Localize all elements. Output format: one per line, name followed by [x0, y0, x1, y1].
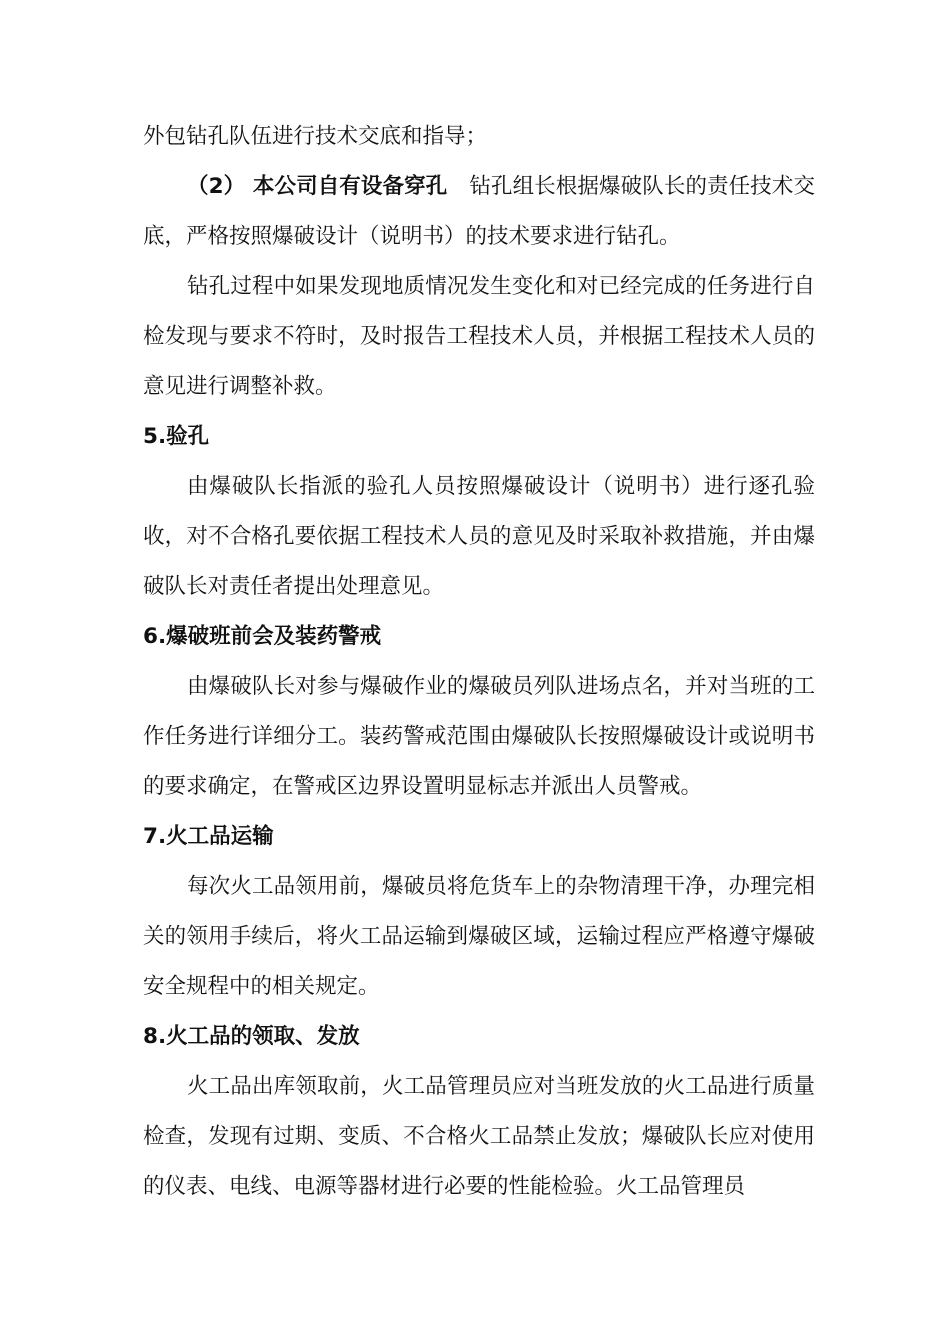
section-heading-pre-shift-meeting: 6.爆破班前会及装药警戒	[143, 624, 382, 649]
subheading-own-equipment-drilling: （2） 本公司自有设备穿孔	[187, 174, 448, 199]
paragraph-explosives-transport: 每次火工品领用前，爆破员将危货车上的杂物清理干净，办理完相关的领用手续后，将火工品运输到爆破区域，运输过程应严格遵守爆破安全规程中的相关规定。	[143, 874, 815, 999]
paragraph-hole-inspection: 由爆破队长指派的验孔人员按照爆破设计（说明书）进行逐孔验收，对不合格孔要依据工程技术人员的意见及时采取补救措施，并由爆破队长对责任者提出处理意见。	[143, 474, 815, 599]
document-body	[143, 112, 815, 1212]
paragraph-own-equipment-drilling-text: 钻孔组长根据爆破队长的责任技术交底，严格按照爆破设计（说明书）的技术要求进行钻孔。	[143, 174, 815, 249]
paragraph-explosives-issuing: 火工品出库领取前，火工品管理员应对当班发放的火工品进行质量检查，发现有过期、变质、不合格火工品禁止发放；爆破队长应对使用的仪表、电线、电源等器材进行必要的性能检验。火工品管理员	[143, 1074, 815, 1199]
section-heading-explosives-transport: 7.火工品运输	[143, 824, 274, 849]
paragraph-own-equipment-drilling	[143, 162, 815, 262]
section-heading-explosives-issuing: 8.火工品的领取、发放	[143, 1024, 360, 1049]
paragraph-outsourced-drilling: 外包钻孔队伍进行技术交底和指导；	[143, 124, 488, 149]
section-heading-hole-inspection: 5.验孔	[143, 424, 210, 449]
paragraph-pre-shift-meeting: 由爆破队长对参与爆破作业的爆破员列队进场点名，并对当班的工作任务进行详细分工。装药警戒范围由爆破队长按照爆破设计或说明书的要求确定，在警戒区边界设置明显标志并派出人员警戒。	[143, 674, 815, 799]
paragraph-drilling-process: 钻孔过程中如果发现地质情况发生变化和对已经完成的任务进行自检发现与要求不符时，及时报告工程技术人员，并根据工程技术人员的意见进行调整补救。	[143, 274, 815, 399]
